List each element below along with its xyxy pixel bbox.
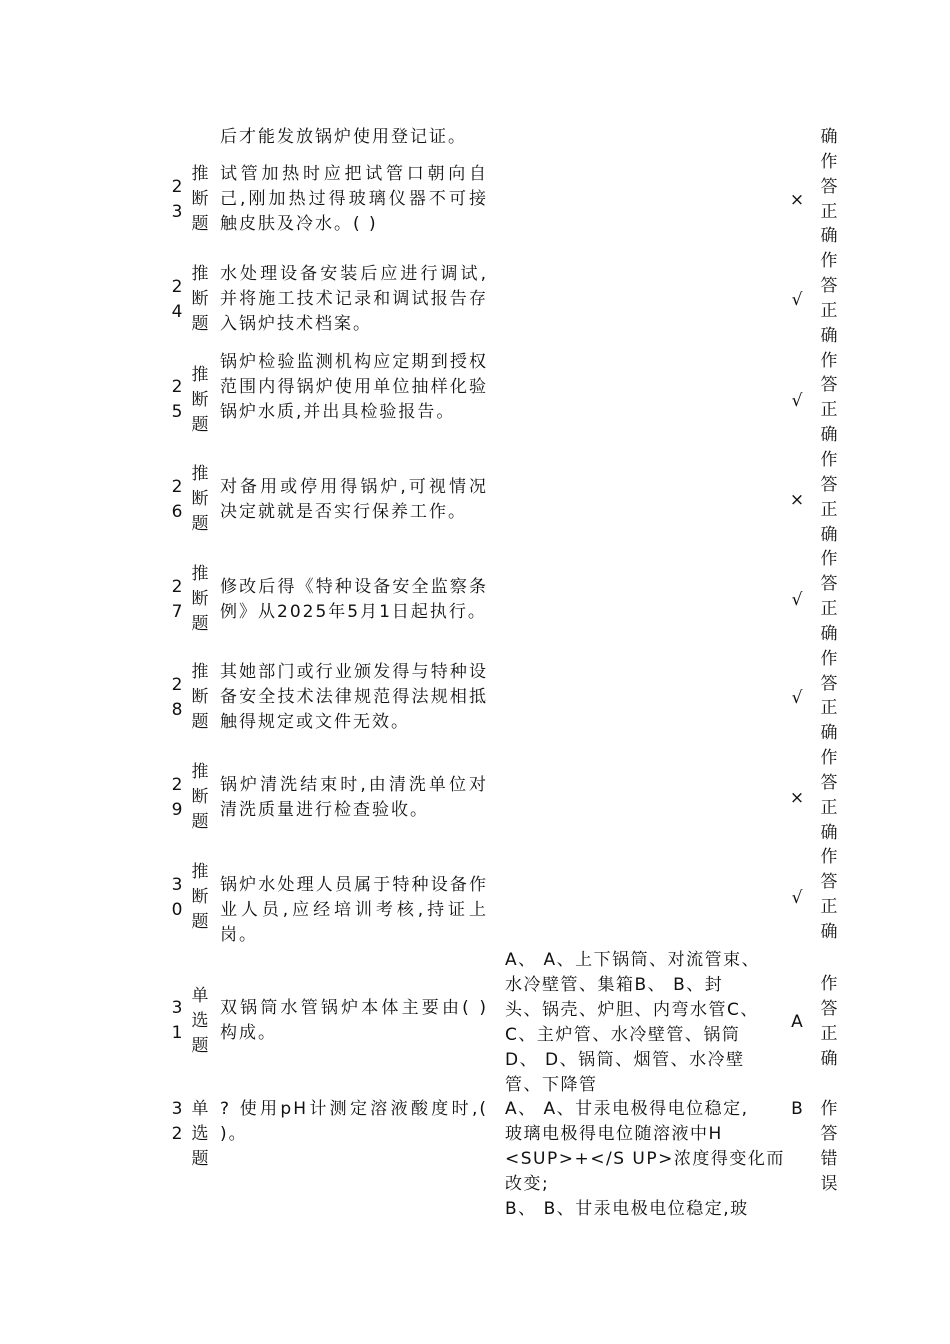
question-text: 水处理设备安装后应进行调试,并将施工技术记录和调试报告存入锅炉技术档案。	[220, 264, 488, 334]
question-number-digit: 2	[171, 674, 183, 695]
question-number-digit: 6	[171, 501, 183, 522]
option-line: <SUP>+</S UP>浓度得变化而	[505, 1149, 785, 1169]
question-type-char: 推	[191, 264, 209, 284]
question-number	[170, 475, 184, 525]
result-char: 正	[820, 400, 838, 421]
result-column	[818, 125, 840, 945]
question-type	[190, 363, 210, 438]
question-number-digit: 2	[171, 774, 183, 795]
result-char: 作	[820, 549, 838, 570]
question-type	[190, 860, 210, 935]
question-type-char: 断	[191, 489, 209, 509]
question-number-digit: 2	[171, 276, 183, 297]
option-line: 改变;	[505, 1174, 550, 1194]
option-line: 玻璃电极得电位随溶液中H	[505, 1124, 723, 1144]
question-type-char: 推	[191, 564, 209, 584]
answer-mark: ×	[789, 490, 805, 510]
result-char: 正	[820, 499, 838, 520]
result-char: 答	[820, 772, 838, 793]
result-char: 正	[820, 797, 838, 818]
question-type-char: 断	[191, 887, 209, 907]
question-number-digit: 2	[171, 377, 183, 397]
question-type-char: 题	[191, 214, 209, 234]
result-char: 答	[820, 474, 838, 495]
question-number	[170, 996, 184, 1046]
result-char: 答	[820, 375, 838, 396]
result-char: 作	[820, 748, 838, 769]
result-char: 确	[820, 1049, 838, 1069]
question-number-digit: 2	[171, 1124, 183, 1144]
question-type-char: 题	[191, 712, 209, 732]
question-type-char: 题	[191, 812, 209, 832]
option-line: B、 B、甘汞电极电位稳定,玻	[505, 1199, 749, 1219]
result-text	[818, 972, 840, 1072]
result-char: 确	[820, 425, 838, 446]
question-number-digit: 9	[171, 799, 183, 820]
question-text: 锅炉水处理人员属于特种设备作业人员,应经培训考核,持证上岗。	[220, 874, 488, 945]
question-number-digit: 3	[171, 998, 183, 1018]
option-line: 管、下降管	[505, 1075, 598, 1095]
result-char: 答	[820, 276, 838, 297]
question-text: 修改后得《特种设备安全监察条例》从2025年5月1日起执行。	[220, 576, 488, 622]
question-text: 锅炉清洗结束时,由清洗单位对清洗质量进行检查验收。	[220, 774, 488, 820]
result-char: 确	[820, 524, 838, 545]
result-char: 正	[820, 201, 838, 222]
answer-mark: √	[791, 290, 803, 310]
question-type-char: 断	[191, 189, 209, 209]
result-char: 答	[820, 1124, 838, 1144]
question-text: 试管加热时应把试管口朝向自己,刚加热过得玻璃仪器不可接触皮肤及冷水。( )	[220, 164, 488, 234]
question-number-digit: 3	[171, 201, 183, 222]
question-type-char: 选	[191, 1124, 209, 1144]
question-type-char: 推	[191, 862, 209, 882]
question-type-char: 题	[191, 614, 209, 634]
question-type-char: 推	[191, 464, 209, 484]
question-text: 双锅筒水管锅炉本体主要由( )构成。	[220, 998, 488, 1043]
question-number-digit: 4	[171, 301, 183, 322]
question-number-digit: 0	[171, 899, 183, 920]
question-type-char: 断	[191, 289, 209, 309]
question-text: 其她部门或行业颁发得与特种设备安全技术法律规范得法规相抵触得规定或文件无效。	[220, 662, 488, 732]
result-char: 作	[820, 974, 838, 994]
result-char: 正	[820, 300, 838, 321]
result-char: 作	[820, 251, 838, 272]
result-char: 确	[820, 127, 838, 147]
question-type-char: 题	[191, 1036, 209, 1056]
question-number-digit: 3	[171, 1099, 183, 1119]
question-type-char: 题	[191, 414, 209, 435]
result-char: 确	[820, 623, 838, 644]
question-type	[190, 760, 210, 835]
question-type-char: 断	[191, 687, 209, 707]
result-text	[818, 1097, 840, 1197]
option-line: 头、锅壳、炉胆、内弯水管C、	[505, 1000, 759, 1020]
question-type-char: 题	[191, 912, 209, 932]
answer-mark: √	[791, 590, 803, 610]
result-char: 答	[820, 673, 838, 694]
option-list	[505, 1097, 785, 1222]
question-number	[170, 575, 184, 625]
result-char: 确	[820, 226, 838, 247]
result-char: 正	[820, 1024, 838, 1044]
answer-mark: √	[791, 888, 803, 908]
answer-mark: ×	[789, 788, 805, 808]
question-type	[190, 1097, 210, 1172]
result-char: 确	[820, 922, 838, 942]
question-type	[190, 162, 210, 237]
question-type-char: 推	[191, 364, 209, 385]
result-char: 确	[820, 723, 838, 744]
question-type	[190, 462, 210, 537]
question-number-digit: 3	[171, 874, 183, 895]
question-type	[190, 660, 210, 735]
question-number	[170, 873, 184, 923]
result-char: 作	[820, 648, 838, 669]
result-char: 正	[820, 599, 838, 620]
question-type-char: 单	[191, 1099, 209, 1119]
option-line: 水冷壁管、集箱B、 B、封	[505, 975, 724, 995]
result-char: 确	[820, 325, 838, 346]
answer-mark: ×	[789, 190, 805, 210]
question-number	[170, 175, 184, 225]
question-number-digit: 2	[171, 576, 183, 597]
question-number-digit: 8	[171, 699, 183, 720]
question-number	[170, 1097, 184, 1147]
answer-mark: √	[791, 390, 803, 411]
result-char: 作	[820, 151, 838, 172]
option-line: A、 A、上下锅筒、对流管束、	[505, 950, 761, 970]
question-type-char: 推	[191, 164, 209, 184]
option-line: A、 A、甘汞电极得电位稳定,	[505, 1099, 749, 1119]
question-number-digit: 2	[171, 476, 183, 497]
result-char: 作	[820, 350, 838, 371]
result-char: 作	[820, 1099, 838, 1119]
question-number	[170, 673, 184, 723]
result-char: 答	[820, 176, 838, 197]
result-char: 作	[820, 449, 838, 470]
question-number	[170, 275, 184, 325]
question-number	[170, 773, 184, 823]
result-char: 答	[820, 574, 838, 595]
question-type-char: 题	[191, 314, 209, 334]
question-type-char: 题	[191, 514, 209, 534]
question-type-char: 单	[191, 986, 209, 1006]
question-number	[170, 375, 184, 425]
continuation-text: 后才能发放锅炉使用登记证。	[220, 127, 467, 147]
question-type	[190, 562, 210, 637]
result-char: 答	[820, 872, 838, 893]
result-char: 正	[820, 897, 838, 918]
question-number-digit: 7	[171, 601, 183, 622]
result-char: 作	[820, 847, 838, 868]
question-type-char: 断	[191, 787, 209, 807]
option-line: C、主炉管、水冷壁管、锅筒	[505, 1025, 741, 1045]
question-text: ? 使用pH计测定溶液酸度时,( )。	[220, 1099, 488, 1144]
question-type-char: 推	[191, 662, 209, 682]
question-type	[190, 984, 210, 1059]
question-type-char: 断	[191, 389, 209, 410]
question-text: 对备用或停用得锅炉,可视情况决定就就是否实行保养工作。	[220, 476, 488, 522]
question-type	[190, 262, 210, 337]
answer-letter: B	[791, 1099, 803, 1119]
question-type-char: 断	[191, 589, 209, 609]
result-char: 确	[820, 822, 838, 843]
result-char: 误	[820, 1174, 838, 1194]
question-text: 锅炉检验监测机构应定期到授权范围内得锅炉使用单位抽样化验锅炉水质,并出具检验报告。	[220, 352, 488, 422]
question-type-char: 选	[191, 1011, 209, 1031]
answer-mark: √	[791, 688, 803, 708]
question-number-digit: 1	[171, 1023, 183, 1043]
question-type-char: 推	[191, 762, 209, 782]
result-char: 正	[820, 698, 838, 719]
result-char: 答	[820, 999, 838, 1019]
option-line: D、 D、锅筒、烟管、水冷壁	[505, 1050, 745, 1070]
question-number-digit: 2	[171, 176, 183, 197]
question-type-char: 题	[191, 1149, 209, 1169]
result-char: 错	[820, 1149, 838, 1169]
option-list	[505, 948, 775, 1098]
question-number-digit: 5	[171, 402, 183, 422]
answer-letter: A	[791, 1012, 803, 1032]
